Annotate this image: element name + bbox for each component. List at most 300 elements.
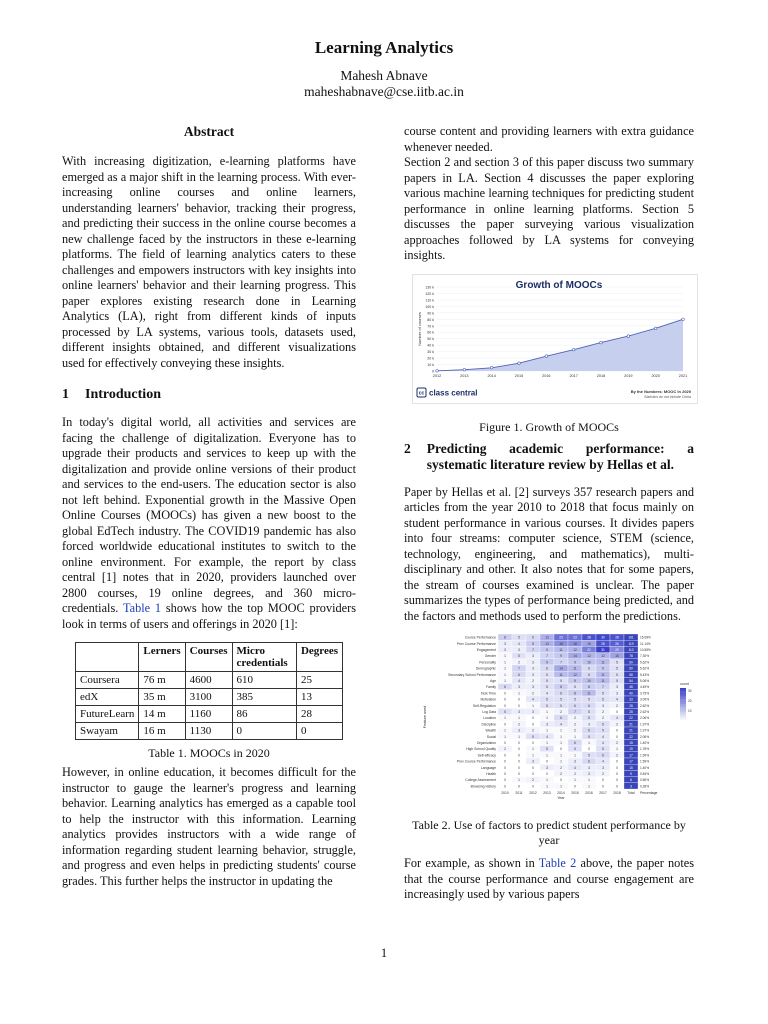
heatmap-cell-value: 2 <box>602 716 604 721</box>
heatmap-legend-swatch <box>680 714 686 716</box>
heatmap-cell-value: 20 <box>615 648 619 652</box>
heatmap-cell-value: 0 <box>504 703 506 708</box>
heatmap-cell-value: 3 <box>546 722 548 727</box>
heatmap-cell-value: 11 <box>601 660 605 665</box>
x-tick-label: 2021 <box>678 373 688 378</box>
heatmap-cell-value: 0 <box>532 716 534 721</box>
table1-cell: 4600 <box>185 672 232 689</box>
heatmap-cell-value: 2 <box>574 716 576 721</box>
data-point <box>600 341 603 344</box>
heatmap-cell-value: 0 <box>504 778 506 783</box>
heatmap-cell-value: 6 <box>588 666 590 671</box>
y-axis-label: Number of courses <box>417 311 422 346</box>
heatmap-cell-value: 2 <box>518 660 520 665</box>
heatmap-total-value: 15 <box>629 741 633 745</box>
x-tick-label: 2012 <box>432 373 442 378</box>
y-tick-label: 50 k <box>427 336 434 341</box>
heatmap-row-label: Wealth <box>485 728 496 733</box>
heatmap-cell-value: 1 <box>546 784 548 789</box>
heatmap-year-label: 2011 <box>515 791 523 795</box>
heatmap-cell-value: 0 <box>602 784 604 789</box>
page-number: 1 <box>380 946 388 960</box>
heatmap-cell-value: 6 <box>588 672 590 677</box>
heatmap-cell-value: 0 <box>518 753 520 758</box>
paper-title: Learning Analytics <box>314 38 454 57</box>
heatmap-cell-value: 4 <box>518 641 520 646</box>
heatmap-cell-value: 11 <box>601 679 605 683</box>
table1-cell: 25 <box>296 672 342 689</box>
heatmap-cell-value: 5 <box>546 697 548 702</box>
heatmap-cell-value: 6 <box>546 666 548 671</box>
table1-cell: 385 <box>232 689 296 706</box>
x-tick-label: 2013 <box>460 373 469 378</box>
heatmap-total-value: 9 <box>630 772 632 776</box>
heatmap-percentage-value: 0.84% <box>640 772 650 776</box>
heatmap-cell-value: 12 <box>573 672 577 677</box>
heatmap-cell-value: 3 <box>546 765 548 770</box>
heatmap-cell-value: 5 <box>588 697 590 702</box>
heatmap-cell-value: 0 <box>588 747 590 752</box>
heatmap-cell-value: 1 <box>574 778 576 783</box>
table1-caption: Table 1. MOOCs in 2020 <box>148 746 270 760</box>
heatmap-cell-value: 11 <box>601 672 605 677</box>
heatmap-cell-value: 0 <box>518 765 520 770</box>
heatmap-row-label: Self-efficacy <box>477 753 496 758</box>
heatmap-cell-value: 5 <box>616 666 618 671</box>
y-tick-label: 30 k <box>427 349 434 354</box>
heatmap-cell-value: 1 <box>560 753 562 758</box>
heatmap-cell-value: 6 <box>602 753 604 758</box>
heatmap-cell-value: 3 <box>504 648 506 652</box>
heatmap-cell-value: 3 <box>518 685 520 690</box>
heatmap-cell-value: 9 <box>574 679 576 683</box>
heatmap-cell-value: 0 <box>616 728 618 733</box>
heatmap-cell-value: 28 <box>587 635 591 640</box>
heatmap-cell-value: 1 <box>588 741 590 745</box>
heatmap-cell-value: 2 <box>532 679 534 683</box>
class-central-brand: class central <box>429 388 478 397</box>
table1-cell: 16 m <box>139 723 185 740</box>
heatmap-legend-tick: 10 <box>688 709 692 713</box>
figure1-caption: Figure 1. Growth of MOOCs <box>479 419 619 434</box>
heatmap-percentage-value: 0.56% <box>640 778 650 783</box>
section2-heading <box>404 441 694 473</box>
class-central-logo-mark: cc <box>418 390 425 396</box>
heatmap-row-label: Engagement <box>476 648 496 652</box>
heatmap-cell-value: 1 <box>504 672 506 677</box>
table1-cell: Swayam <box>76 723 139 740</box>
heatmap-total-value: 33 <box>629 697 633 702</box>
heatmap-cell-value: 0 <box>518 747 520 752</box>
heatmap-cell-value: 1 <box>504 734 506 739</box>
heatmap-percentage-value: 5.62% <box>640 666 650 671</box>
heatmap-total-value: 54 <box>629 679 633 683</box>
heatmap-cell-value: 5 <box>574 685 576 690</box>
paper-header <box>0 38 768 100</box>
heatmap-cell-value: 5 <box>574 697 576 702</box>
heatmap-cell-value: 1 <box>560 741 562 745</box>
section2-number: 2 <box>404 440 411 456</box>
heatmap-cell-value: 2 <box>602 710 604 714</box>
heatmap-cell-value: 6 <box>574 703 576 708</box>
heatmap-legend-swatch <box>680 704 686 706</box>
heatmap-row-label: Course Performance <box>464 635 496 640</box>
heatmap-y-axis-label: Feature used <box>423 705 427 729</box>
heatmap-cell-value: 7 <box>546 654 548 659</box>
x-tick-label: 2017 <box>569 373 578 378</box>
section1-title: Introduction <box>85 387 161 402</box>
heatmap-cell-value: 5 <box>588 753 590 758</box>
heatmap-cell-value: 2 <box>616 722 618 727</box>
table1-cell: 0 <box>296 723 342 740</box>
table1-header-row <box>76 643 343 672</box>
heatmap-cell-value: 5 <box>616 672 618 677</box>
heatmap-cell-value: 2 <box>574 728 576 733</box>
heatmap-legend-tick: 30 <box>688 689 692 693</box>
heatmap-row-label: Health <box>486 772 496 776</box>
heatmap-cell-value: 6 <box>588 759 590 764</box>
table1-header-cell <box>76 643 139 672</box>
heatmap-cell-value: 1 <box>504 666 506 671</box>
heatmap-cell-value: 3 <box>532 660 534 665</box>
heatmap-cell-value: 6 <box>504 685 506 690</box>
data-point <box>572 348 575 351</box>
y-tick-label: 40 k <box>427 343 434 348</box>
heatmap-cell-value: 1 <box>532 753 534 758</box>
heatmap-legend-swatch <box>680 699 686 701</box>
table2-link[interactable]: Table 2 <box>538 856 577 870</box>
y-tick-label: 60 k <box>427 330 434 335</box>
heatmap-cell-value: 0 <box>504 784 506 789</box>
x-tick-label: 2014 <box>487 373 496 378</box>
heatmap-cell-value: 5 <box>602 691 604 696</box>
heatmap-cell-value: 6 <box>574 741 576 745</box>
heatmap-cell-value: 7 <box>560 660 562 665</box>
heatmap-cell-value: 3 <box>518 728 520 733</box>
heatmap-cell-value: 7 <box>602 685 604 690</box>
heatmap-total-value: 60 <box>629 666 633 671</box>
table1-cell: 1130 <box>185 723 232 740</box>
heatmap-cell-value: 0 <box>504 741 506 745</box>
heatmap-row-label: Language <box>480 765 496 770</box>
heatmap-cell-value: 1 <box>560 728 562 733</box>
heatmap-cell-value: 3 <box>518 710 520 714</box>
table1-cell: FutureLearn <box>76 706 139 723</box>
heatmap-cell-value: 4 <box>546 691 548 696</box>
y-tick-label: 120 k <box>425 291 434 296</box>
heatmap-cell-value: 15 <box>615 654 619 659</box>
heatmap-total-value: 78 <box>629 654 633 659</box>
mooc-growth-chart <box>413 275 697 403</box>
heatmap-cell-value: 4 <box>602 741 604 745</box>
heatmap-cell-value: 0 <box>616 784 618 789</box>
heatmap-cell-value: 8 <box>504 635 506 640</box>
section2-title: Predicting academic performance: a systematic literature review by Hellas et al. <box>426 440 694 472</box>
heatmap-cell-value: 9 <box>560 654 562 659</box>
heatmap-cell-value: 0 <box>504 772 506 776</box>
heatmap-cell-value: 5 <box>560 703 562 708</box>
heatmap-cell-value: 13 <box>545 641 549 646</box>
heatmap-cell-value: 0 <box>546 759 548 764</box>
heatmap-cell-value: 9 <box>602 666 604 671</box>
heatmap-cell-value: 2 <box>560 765 562 770</box>
y-tick-label: 100 k <box>425 304 434 309</box>
heatmap-cell-value: 0 <box>518 784 520 789</box>
heatmap-cell-value: 4 <box>616 697 618 702</box>
heatmap-row-label: Personality <box>479 660 496 665</box>
heatmap-total-value: 119 <box>628 641 634 646</box>
heatmap-percentage-value: 1.97% <box>640 728 650 733</box>
table1-header-cell: Lerners <box>139 643 185 672</box>
heatmap-percentage-value: 1.59% <box>640 759 650 764</box>
heatmap-cell-value: 1 <box>546 778 548 783</box>
author-email: maheshabnave@cse.iitb.ac.in <box>304 84 464 99</box>
heatmap-cell-value: 12 <box>601 654 605 659</box>
heatmap-cell-value: 1 <box>504 654 506 659</box>
heatmap-cell-value: 2 <box>602 772 604 776</box>
abstract-text: With increasing digitization, e-learning platforms have emerged as a major shift in the learning process. With ever-increasing online courses and online learners, understanding learners' behavior, tracking their progress, and predicting their success in the online course becomes a new challenge faced by the instructors in these e-learning platforms. The field of learning analytics caters to these challenges and empowers instructors with key insights into online learners' behavior and their learning progress. This paper explores existing research done in Learning Analytics (LA), right from different kinds of inputs processed by LA systems, various tools, datasets used, different insights obtained, and different visualizations used for effectively conveying these insights. <box>62 154 356 370</box>
heatmap-total-value: 40 <box>629 691 633 696</box>
table1-cell: 610 <box>232 672 296 689</box>
heatmap-row-label: Location <box>483 716 496 721</box>
table1-header-cell: Degrees <box>296 643 342 672</box>
table1-cell: 14 m <box>139 706 185 723</box>
data-point <box>463 368 466 371</box>
heatmap-cell-value: 1 <box>532 703 534 708</box>
heatmap-cell-value: 0 <box>532 722 534 727</box>
heatmap-percentage-value: 1.78% <box>640 747 650 752</box>
heatmap-row-label: High School Quality <box>466 747 496 752</box>
heatmap-cell-value: 12 <box>587 654 591 659</box>
heatmap-cell-value: 1 <box>546 716 548 721</box>
heatmap-cell-value: 4 <box>532 697 534 702</box>
heatmap-row-label: Age <box>489 679 496 683</box>
heatmap-percentage-value: 5.43% <box>640 672 650 677</box>
heatmap-cell-value: 3 <box>616 691 618 696</box>
heatmap-cell-value: 0 <box>574 784 576 789</box>
heatmap-cell-value: 5 <box>546 703 548 708</box>
heatmap-total-value: 21 <box>629 728 633 733</box>
heatmap-cell-value: 0 <box>560 778 562 783</box>
heatmap-cell-value: 8 <box>588 685 590 690</box>
heatmap-legend-swatch <box>680 693 686 695</box>
heatmap-percentage-value: 7.30% <box>640 654 650 659</box>
heatmap-cell-value: 3 <box>518 648 520 652</box>
heatmap-total-value: 19 <box>629 747 633 752</box>
table1-cell: 76 m <box>139 672 185 689</box>
heatmap-cell-value: 1 <box>504 716 506 721</box>
heatmap-cell-value: 1 <box>546 710 548 714</box>
heatmap-legend-swatch <box>680 710 686 712</box>
data-point <box>627 334 630 337</box>
heatmap-percentage-value: 10.58% <box>640 648 651 652</box>
heatmap-cell-value: 11 <box>573 666 577 671</box>
table1-row <box>76 723 343 740</box>
y-tick-label: 20 k <box>427 356 434 361</box>
heatmap-total-value: 21 <box>629 722 633 727</box>
heatmap-cell-value: 4 <box>518 679 520 683</box>
heatmap-cell-value: 8 <box>532 641 534 646</box>
heatmap-cell-value: 0 <box>616 778 618 783</box>
heatmap-percentage-value: 4.49% <box>640 685 650 690</box>
heatmap-year-label: 2017 <box>599 791 607 795</box>
heatmap-total-value: 15 <box>629 765 633 770</box>
heatmap-cell-value: 2 <box>532 778 534 783</box>
heatmap-cell-value: 1 <box>504 679 506 683</box>
heatmap-cell-value: 5 <box>602 697 604 702</box>
heatmap-cell-value: 3 <box>532 666 534 671</box>
table1-cell: 3100 <box>185 689 232 706</box>
section1-paragraph-4: Section 2 and section 3 of this paper discuss two summary papers in LA. Section 4 discusses the paper exploring various machine learning techniques for predicting student performance in online learning platforms. Section 5 discusses the paper surveying various visualization approaches followed by LA systems for conveying insights. <box>404 155 694 262</box>
y-tick-label: 0 <box>432 369 434 373</box>
heatmap-cell-value: 0 <box>518 772 520 776</box>
heatmap-cell-value: 0 <box>504 697 506 702</box>
heatmap-cell-value: 0 <box>518 741 520 745</box>
heatmap-cell-value: 1 <box>588 778 590 783</box>
heatmap-cell-value: 5 <box>504 710 506 714</box>
section2-paragraph-2-tail: above, the paper notes that the course performance and course engagement are increasingly used by various papers <box>404 856 694 901</box>
heatmap-cell-value: 31 <box>601 648 605 652</box>
heatmap-total-value: 22 <box>629 716 633 721</box>
section1-paragraph-2: However, in online education, it becomes difficult for the instructor to gauge the learner's progress and learning behavior. Learning analytics has emerged as a capable tool to help the instructor with this information. Learning analytics provides instructors with a wide range of information regarding student learning behavior, struggle, and progress and even helps in predicting students' course grades. This further helps the instructor in updating the <box>62 765 356 888</box>
heatmap-total-value: 28 <box>629 710 633 714</box>
table1-row <box>76 672 343 689</box>
heatmap-cell-value: 10 <box>587 660 591 665</box>
y-tick-label: 10 k <box>427 362 434 367</box>
heatmap-cell-value: 15 <box>587 641 591 646</box>
heatmap-cell-value: 5 <box>546 672 548 677</box>
heatmap-cell-value: 4 <box>602 734 604 739</box>
heatmap-year-label: 2010 <box>501 791 509 795</box>
heatmap-cell-value: 5 <box>546 747 548 752</box>
heatmap-cell-value: 6 <box>588 728 590 733</box>
table1 <box>75 642 343 740</box>
heatmap-cell-value: 1 <box>560 784 562 789</box>
heatmap-cell-value: 6 <box>518 672 520 677</box>
right-column <box>404 124 694 903</box>
heatmap-cell-value: 1 <box>518 691 520 696</box>
data-point <box>654 327 657 330</box>
heatmap-cell-value: 0 <box>504 753 506 758</box>
heatmap-cell-value: 14 <box>559 666 563 671</box>
x-tick-label: 2018 <box>596 373 606 378</box>
table1-cell: 28 <box>296 706 342 723</box>
heatmap-percentage-value: 2.06% <box>640 716 650 721</box>
section1-paragraph-1 <box>62 415 356 632</box>
y-tick-label: 80 k <box>427 317 434 322</box>
heatmap-year-label: 2015 <box>571 791 579 795</box>
heatmap-cell-value: 4 <box>574 765 576 770</box>
heatmap-row-label: Motivation <box>480 697 496 702</box>
heatmap-row-label: Family <box>486 685 496 690</box>
heatmap-cell-value: 0 <box>504 691 506 696</box>
y-tick-label: 110 k <box>425 297 434 302</box>
heatmap-year-label: 2014 <box>557 791 565 795</box>
heatmap-cell-value: 3 <box>588 765 590 770</box>
heatmap-percentage-value: 5.06% <box>640 679 650 683</box>
table1-cell: 35 m <box>139 689 185 706</box>
heatmap-cell-value: 5 <box>588 710 590 714</box>
heatmap-percentage-value: 2.62% <box>640 703 650 708</box>
heatmap-legend-swatch <box>680 698 686 700</box>
heatmap-cell-value: 3 <box>574 759 576 764</box>
heatmap-cell-value: 1 <box>560 734 562 739</box>
heatmap-cell-value: 2 <box>532 691 534 696</box>
heatmap-cell-value: 5 <box>546 679 548 683</box>
heatmap-legend-swatch <box>680 702 686 704</box>
heatmap-cell-value: 0 <box>616 710 618 714</box>
chart-footer-subtitle: Statistics do not include China <box>644 394 691 399</box>
heatmap-cell-value: 5 <box>574 747 576 752</box>
heatmap-percentage-value: 1.97% <box>640 722 650 727</box>
heatmap-cell-value: 8 <box>574 691 576 696</box>
heatmap-cell-value: 2 <box>560 772 562 776</box>
heatmap-cell-value: 21 <box>587 648 591 652</box>
heatmap-x-axis-label: Year <box>557 796 565 800</box>
table1-cell: 86 <box>232 706 296 723</box>
abstract-heading: Abstract <box>183 124 235 139</box>
section2-paragraph-2 <box>404 856 694 903</box>
heatmap-total-value: 58 <box>629 672 633 677</box>
section1-paragraph-1-text: In today's digital world, all activities and services are facing the challenge of digitalization. Everyone has to upgrade their products and services to keep up with the digitalization and provide online versions of their product and services to the end-users. The education sector is also not left behind. Exponential growth in the Massive Open Online Courses (MOOCs) has given a new boost to the global EdTech industry. The COVID19 pandemic has also forced worldwide educational institutes to switch to the online environment. For example, the report by class central [1] notes that in 2020, providers launched over 2800 courses, 19 online degrees, and 360 micro-credentials. <box>62 415 356 615</box>
section2-paragraph-1: Paper by Hellas et al. [2] surveys 357 research papers and articles from the year 2010 to 2018 that focus mainly on student performance in various courses. It divides papers into four streams: computer science, STEM (science, technology, engineering, and mathematics), multi-disciplinary and other. It also notes that for some papers, the stream of courses examined is unclear. The paper summarizes the types of performance being predicted, and the factors and methods used to perform the predictions. <box>404 484 694 623</box>
heatmap-legend-swatch <box>680 706 686 708</box>
heatmap-row-label: Organization <box>476 741 496 745</box>
heatmap-percentage-value: 3.09% <box>640 697 650 702</box>
heatmap-cell-value: 5 <box>616 660 618 665</box>
heatmap-cell-value: 8 <box>560 685 562 690</box>
heatmap-cell-value: 3 <box>588 772 590 776</box>
heatmap-cell-value: 4 <box>546 734 548 739</box>
heatmap-cell-value: 3 <box>504 641 506 646</box>
heatmap-cell-value: 7 <box>518 666 520 671</box>
heatmap-row-label: College Assessment <box>465 778 496 783</box>
heatmap-cell-value: 5 <box>560 697 562 702</box>
heatmap-cell-value: 4 <box>560 722 562 727</box>
heatmap-cell-value: 5 <box>532 734 534 739</box>
chart-footer-title: By the Numbers: MOOC in 2020 <box>630 388 691 394</box>
heatmap-cell-value: 0 <box>532 741 534 745</box>
heatmap-cell-value: 5 <box>616 679 618 683</box>
factors-heatmap <box>422 632 694 812</box>
table1-link[interactable]: Table 1 <box>122 601 162 615</box>
heatmap-cell-value: 5 <box>602 722 604 727</box>
heatmap-row-label: Secondary School Performance <box>448 672 496 677</box>
heatmap-cell-value: 2 <box>574 772 576 776</box>
heatmap-year-label: 2013 <box>543 791 551 795</box>
heatmap-legend-title: count <box>680 682 689 686</box>
heatmap-cell-value: 0 <box>532 784 534 789</box>
heatmap-cell-value: 5 <box>602 728 604 733</box>
heatmap-row-label: Log Data <box>482 710 496 714</box>
heatmap-row-label: Task Time <box>480 691 496 696</box>
left-column <box>62 124 356 889</box>
heatmap-legend-swatch <box>680 696 686 698</box>
table1-cell: 1160 <box>185 706 232 723</box>
heatmap-cell-value: 3 <box>532 710 534 714</box>
heatmap-legend-swatch <box>680 707 686 709</box>
heatmap-total-header: Total <box>627 791 635 795</box>
heatmap-cell-value: 9 <box>546 660 548 665</box>
heatmap-cell-value: 1 <box>518 778 520 783</box>
x-tick-label: 2015 <box>514 373 524 378</box>
heatmap-cell-value: 1 <box>532 747 534 752</box>
heatmap-cell-value: 0 <box>616 772 618 776</box>
heatmap-cell-value: 5 <box>588 734 590 739</box>
heatmap-cell-value: 28 <box>601 641 605 646</box>
heatmap-cell-value: 18 <box>573 641 577 646</box>
heatmap-percentage-value: 0.28% <box>640 784 650 789</box>
